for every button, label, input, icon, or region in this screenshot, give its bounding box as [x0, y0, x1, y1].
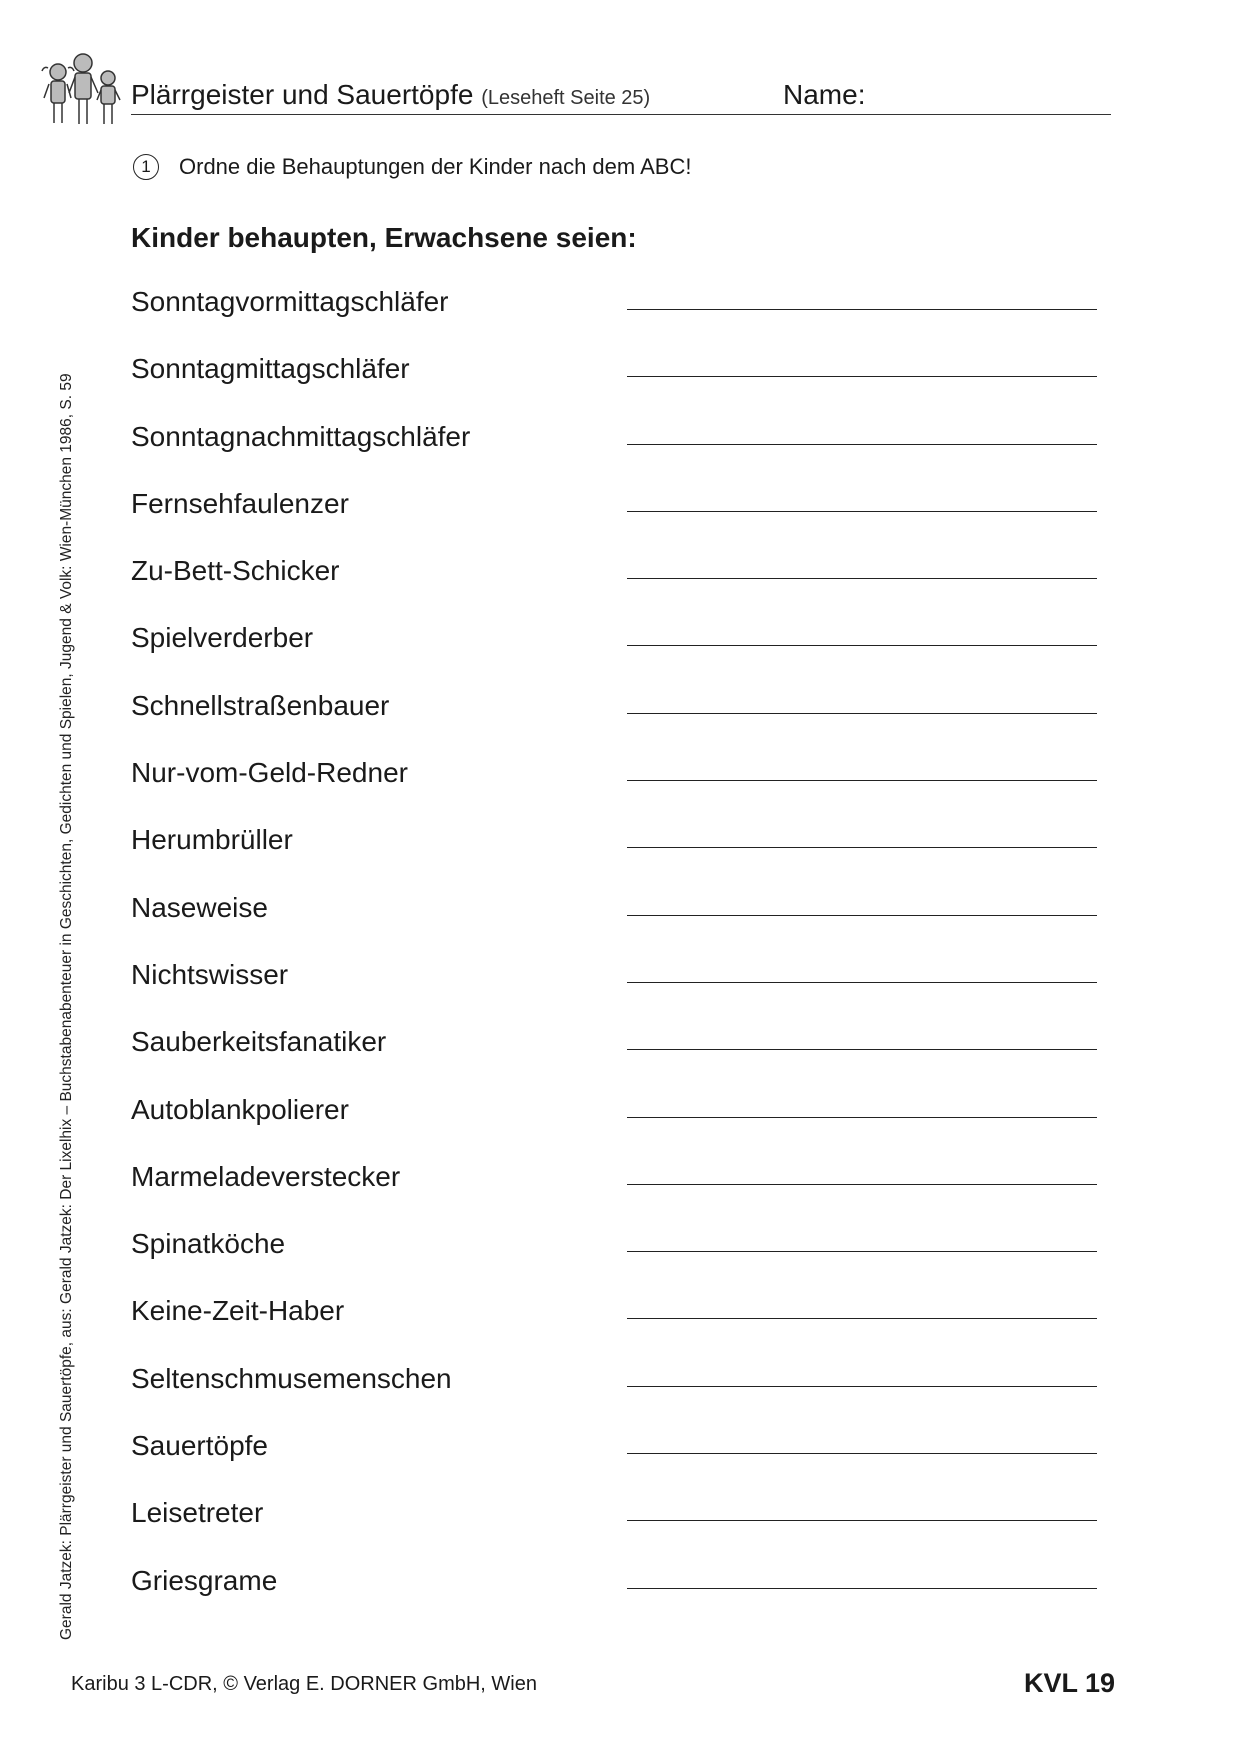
answer-line[interactable]: [627, 1049, 1097, 1050]
title-main: Plärrgeister und Sauertöpfe: [131, 79, 474, 110]
answer-line[interactable]: [627, 511, 1097, 512]
list-item: [131, 1496, 1121, 1563]
task-instruction: [133, 152, 691, 182]
answer-line[interactable]: [627, 444, 1097, 445]
answer-line[interactable]: [627, 309, 1097, 310]
title-reference: (Leseheft Seite 25): [481, 87, 651, 109]
task-number-badge: 1: [133, 154, 159, 180]
list-item: [131, 756, 1121, 823]
answer-line[interactable]: [627, 1251, 1097, 1252]
answer-line[interactable]: [627, 376, 1097, 377]
list-item: [131, 1429, 1121, 1496]
list-item: [131, 285, 1121, 352]
answer-line[interactable]: [627, 1453, 1097, 1454]
answer-line[interactable]: [627, 780, 1097, 781]
list-item: [131, 420, 1121, 487]
list-item: [131, 1294, 1121, 1361]
list-item: [131, 352, 1121, 419]
item-word: Spinatköche: [131, 1228, 286, 1260]
item-word: Naseweise: [131, 891, 268, 923]
item-word: Herumbrüller: [131, 824, 293, 856]
list-item: [131, 554, 1121, 621]
item-word: Sauertöpfe: [131, 1430, 268, 1462]
list-item: [131, 1160, 1121, 1227]
item-word: Griesgrame: [131, 1564, 278, 1596]
item-word: Keine-Zeit-Haber: [131, 1295, 345, 1327]
list-item: [131, 1025, 1121, 1092]
list-item: [131, 1362, 1121, 1429]
answer-line[interactable]: [627, 1386, 1097, 1387]
list-item: [131, 1227, 1121, 1294]
answer-line[interactable]: [627, 713, 1097, 714]
list-item: [131, 891, 1121, 958]
item-word: Autoblankpolierer: [131, 1093, 349, 1125]
item-word: Sonntagnachmittagschläfer: [131, 420, 471, 452]
list-item: [131, 958, 1121, 1025]
answer-line[interactable]: [627, 1588, 1097, 1589]
task-text: Ordne die Behauptungen der Kinder nach dem ABC!: [179, 154, 692, 179]
answer-line[interactable]: [627, 578, 1097, 579]
item-word: Leisetreter: [131, 1497, 264, 1529]
list-item: [131, 487, 1121, 554]
item-word: Sauberkeitsfanatiker: [131, 1026, 387, 1058]
section-heading: Kinder behaupten, Erwachsene seien:: [131, 222, 637, 253]
item-word: Nichtswisser: [131, 958, 289, 990]
item-word: Marmeladeverstecker: [131, 1160, 401, 1192]
list-item: [131, 823, 1121, 890]
answer-line[interactable]: [627, 1184, 1097, 1185]
item-word: Sonntagvormittagschläfer: [131, 286, 449, 317]
list-item: [131, 621, 1121, 688]
page-code: KVL 19: [1024, 1668, 1116, 1698]
name-label: Name:: [783, 79, 866, 110]
item-word: Fernsehfaulenzer: [131, 487, 349, 519]
page-title: [131, 78, 650, 115]
answer-line[interactable]: [627, 915, 1097, 916]
item-word: Nur-vom-Geld-Redner: [131, 757, 408, 789]
answer-line[interactable]: [627, 1520, 1097, 1521]
footer-publisher: Karibu 3 L-CDR, © Verlag E. DORNER GmbH, Wien: [71, 1673, 537, 1695]
list-item: [131, 689, 1121, 756]
item-word: Schnellstraßenbauer: [131, 689, 390, 721]
worksheet-header: [131, 78, 1111, 115]
answer-line[interactable]: [627, 1117, 1097, 1118]
item-word: Seltenschmusemenschen: [131, 1362, 452, 1394]
item-word: Spielverderber: [131, 622, 314, 654]
item-word: Sonntagmittagschläfer: [131, 353, 410, 385]
side-credit: Gerald Jatzek: Plärrgeister und Sauertöpfe, aus: Gerald Jatzek: Der Lixelhix – Buchstabenabenteuer in Geschichten, Gedichten und Spielen, Jugend & Volk: Wien-München 1986, S. 59: [58, 373, 75, 1640]
answer-line[interactable]: [627, 645, 1097, 646]
word-list: [131, 285, 1121, 1631]
answer-line[interactable]: [627, 847, 1097, 848]
item-word: Zu-Bett-Schicker: [131, 555, 340, 587]
answer-line[interactable]: [627, 982, 1097, 983]
list-item: [131, 1093, 1121, 1160]
list-item: [131, 1564, 1121, 1631]
answer-line[interactable]: [627, 1318, 1097, 1319]
children-logo-icon: [40, 50, 126, 130]
